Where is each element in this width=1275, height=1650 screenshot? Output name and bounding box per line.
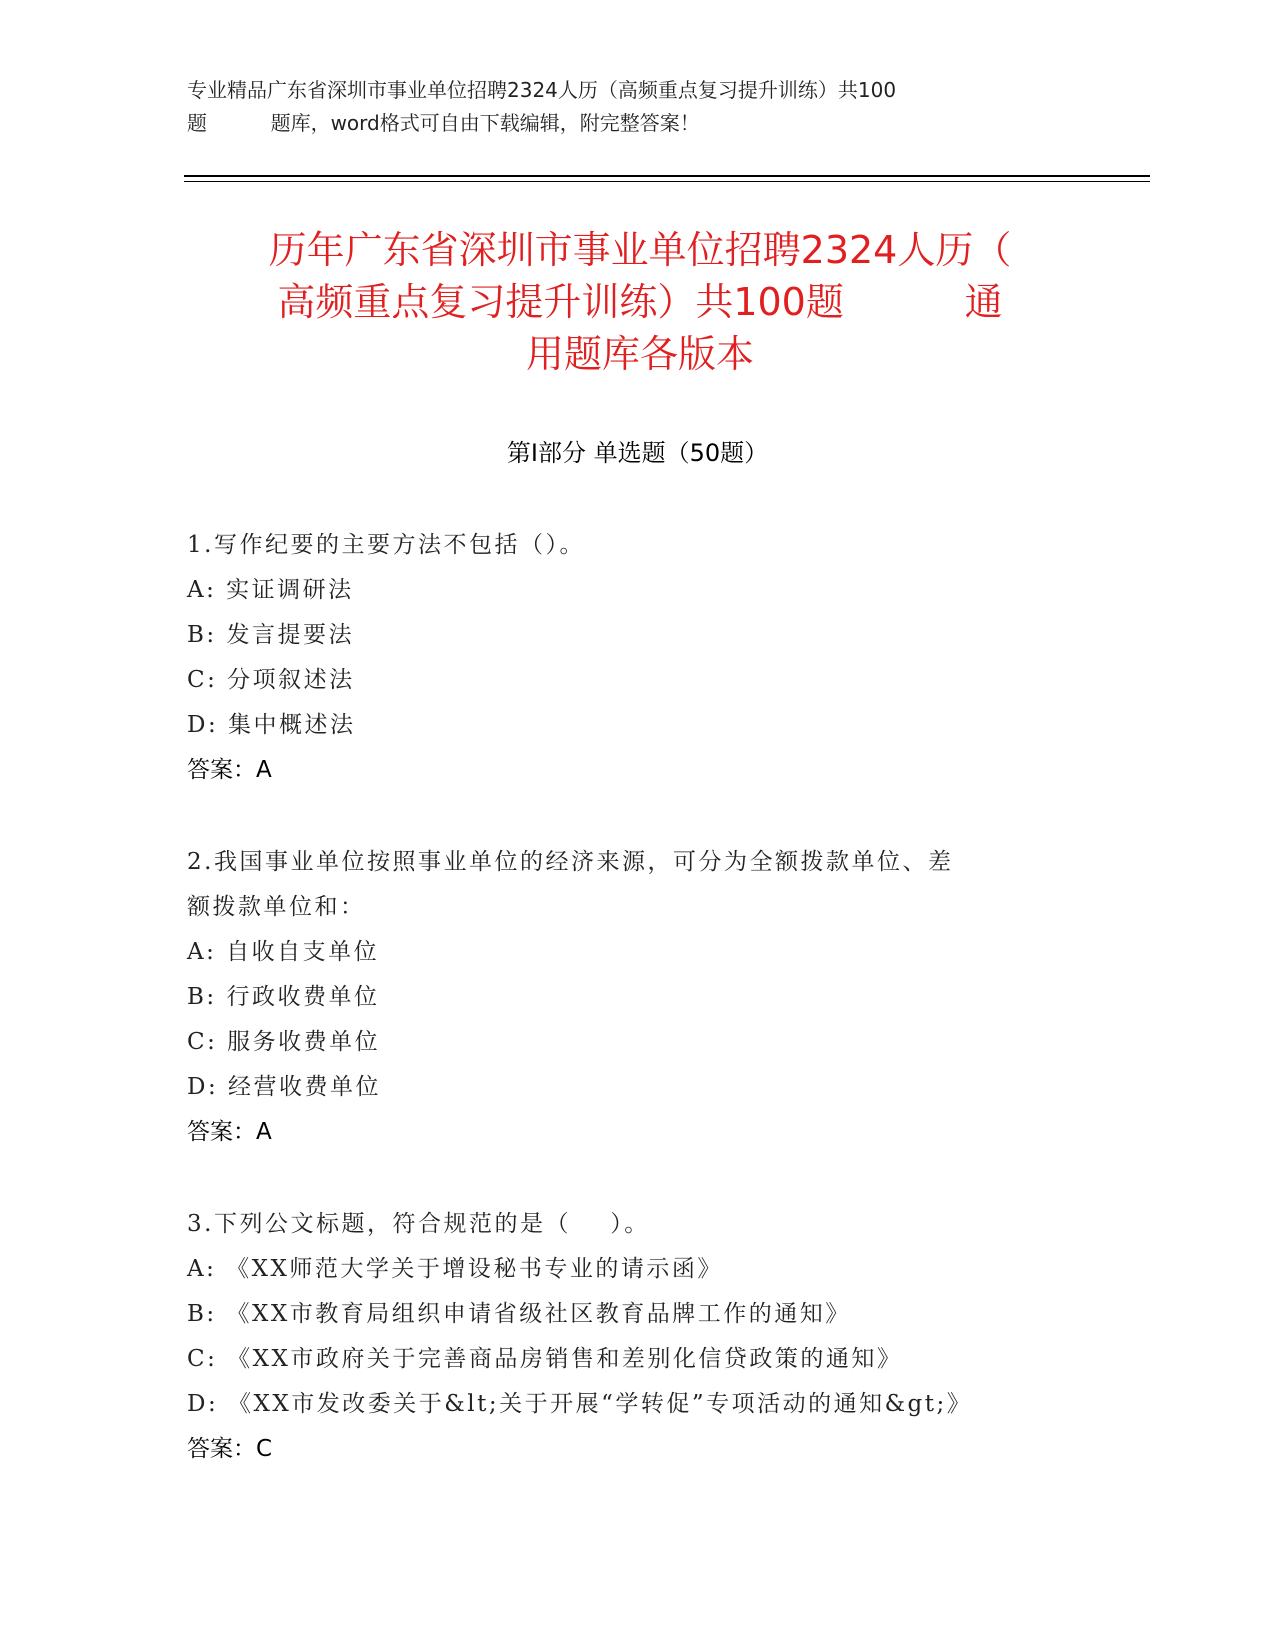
option-d: D: 《XX市发改委关于&lt;关于开展“学转促”专项活动的通知&gt;》 [187,1391,973,1417]
option-b: B: 行政收费单位 [187,984,380,1010]
question-3 [187,1202,1087,1472]
option-a: A: 《XX师范大学关于增设秘书专业的请示函》 [187,1256,723,1282]
document-title [180,224,1100,380]
question-1 [187,523,1087,793]
section-heading: 第Ⅰ部分 单选题（50题） [506,439,769,467]
answer: 答案：A [187,1119,272,1145]
question-list [187,523,1087,1519]
option-b: B: 《XX市教育局组织申请省级社区教育品牌工作的通知》 [187,1301,851,1327]
answer: 答案：C [187,1436,273,1462]
question-stem-line: 1.写作纪要的主要方法不包括（）。 [187,532,585,558]
option-a: A: 自收自支单位 [187,939,380,965]
option-c: C: 服务收费单位 [187,1029,381,1055]
header-note-line-1: 专业精品广东省深圳市事业单位招聘2324人历（高频重点复习提升训练）共100 [187,78,897,102]
option-d: D: 经营收费单位 [187,1074,382,1100]
question-stem [187,1202,1087,1247]
question-stem [187,523,1087,568]
option-c: C: 《XX市政府关于完善商品房销售和差别化信贷政策的通知》 [187,1346,903,1372]
header-note-line-2: 题 题库，word格式可自由下载编辑，附完整答案！ [187,111,700,135]
title-line-2: 高频重点复习提升训练）共100题 通 [277,280,1003,324]
header-note [187,74,1087,140]
question-stem-line: 2.我国事业单位按照事业单位的经济来源，可分为全额拨款单位、差 [187,849,954,875]
question-stem-line: 3.下列公文标题，符合规范的是（ ）。 [187,1211,650,1237]
question-stem-line: 额拨款单位和： [187,894,366,920]
question-2 [187,840,1087,1155]
option-c: C: 分项叙述法 [187,667,355,693]
question-stem [187,840,1087,930]
answer: 答案：A [187,757,272,783]
option-d: D: 集中概述法 [187,712,356,738]
header-divider-thin [184,181,1150,182]
title-line-1: 历年广东省深圳市事业单位招聘2324人历（ [268,228,1012,272]
title-line-3: 用题库各版本 [525,332,754,376]
option-b: B: 发言提要法 [187,622,354,648]
header-divider-thick [184,175,1150,177]
option-a: A: 实证调研法 [187,577,354,603]
